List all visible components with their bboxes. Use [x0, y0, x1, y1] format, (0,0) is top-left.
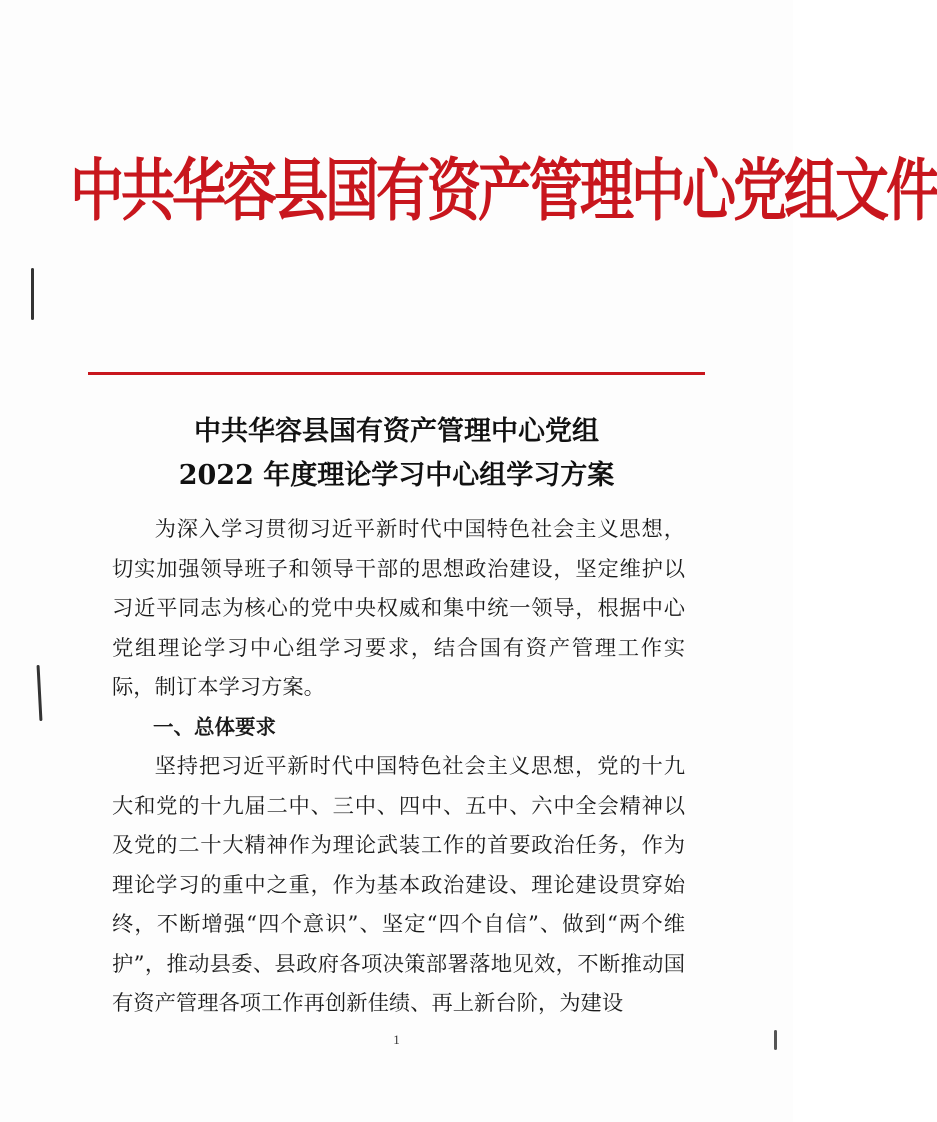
section-heading: 一、总体要求: [153, 714, 276, 739]
binding-mark: [31, 268, 34, 320]
section-paragraph: 坚持把习近平新时代中国特色社会主义思想，党的十九大和党的十九届二中、三中、四中、五中、六中全会精神以及党的二十大精神作为理论武装工作的首要政治任务，作为理论学习的重中之重，作为基本政治建设、理论建设贯穿始终，不断增强“四个意识”、坚定“四个自信”、做到“两个维护”，推动县委、县政府各项决策部署落地见效，不断推动国有资产管理各项工作再创新佳绩、再上新台阶，为建设: [112, 754, 685, 1016]
red-header-org-title: 中共华容县国有资产管理中心党组文件: [70, 150, 937, 230]
binding-mark: [37, 665, 43, 721]
page-number: 1: [393, 1032, 400, 1047]
document-title-line2: 2022 年度理论学习中心组学习方案: [178, 460, 615, 491]
red-header-divider: [88, 372, 705, 375]
document-body: [112, 510, 685, 1024]
document-title-line1: 中共华容县国有资产管理中心党组: [194, 416, 599, 447]
intro-paragraph: 为深入学习贯彻习近平新时代中国特色社会主义思想，切实加强领导班子和领导干部的思想政治建设，坚定维护以习近平同志为核心的党中央权威和集中统一领导，根据中心党组理论学习中心组学习要求，结合国有资产管理工作实际，制订本学习方案。: [112, 517, 685, 700]
